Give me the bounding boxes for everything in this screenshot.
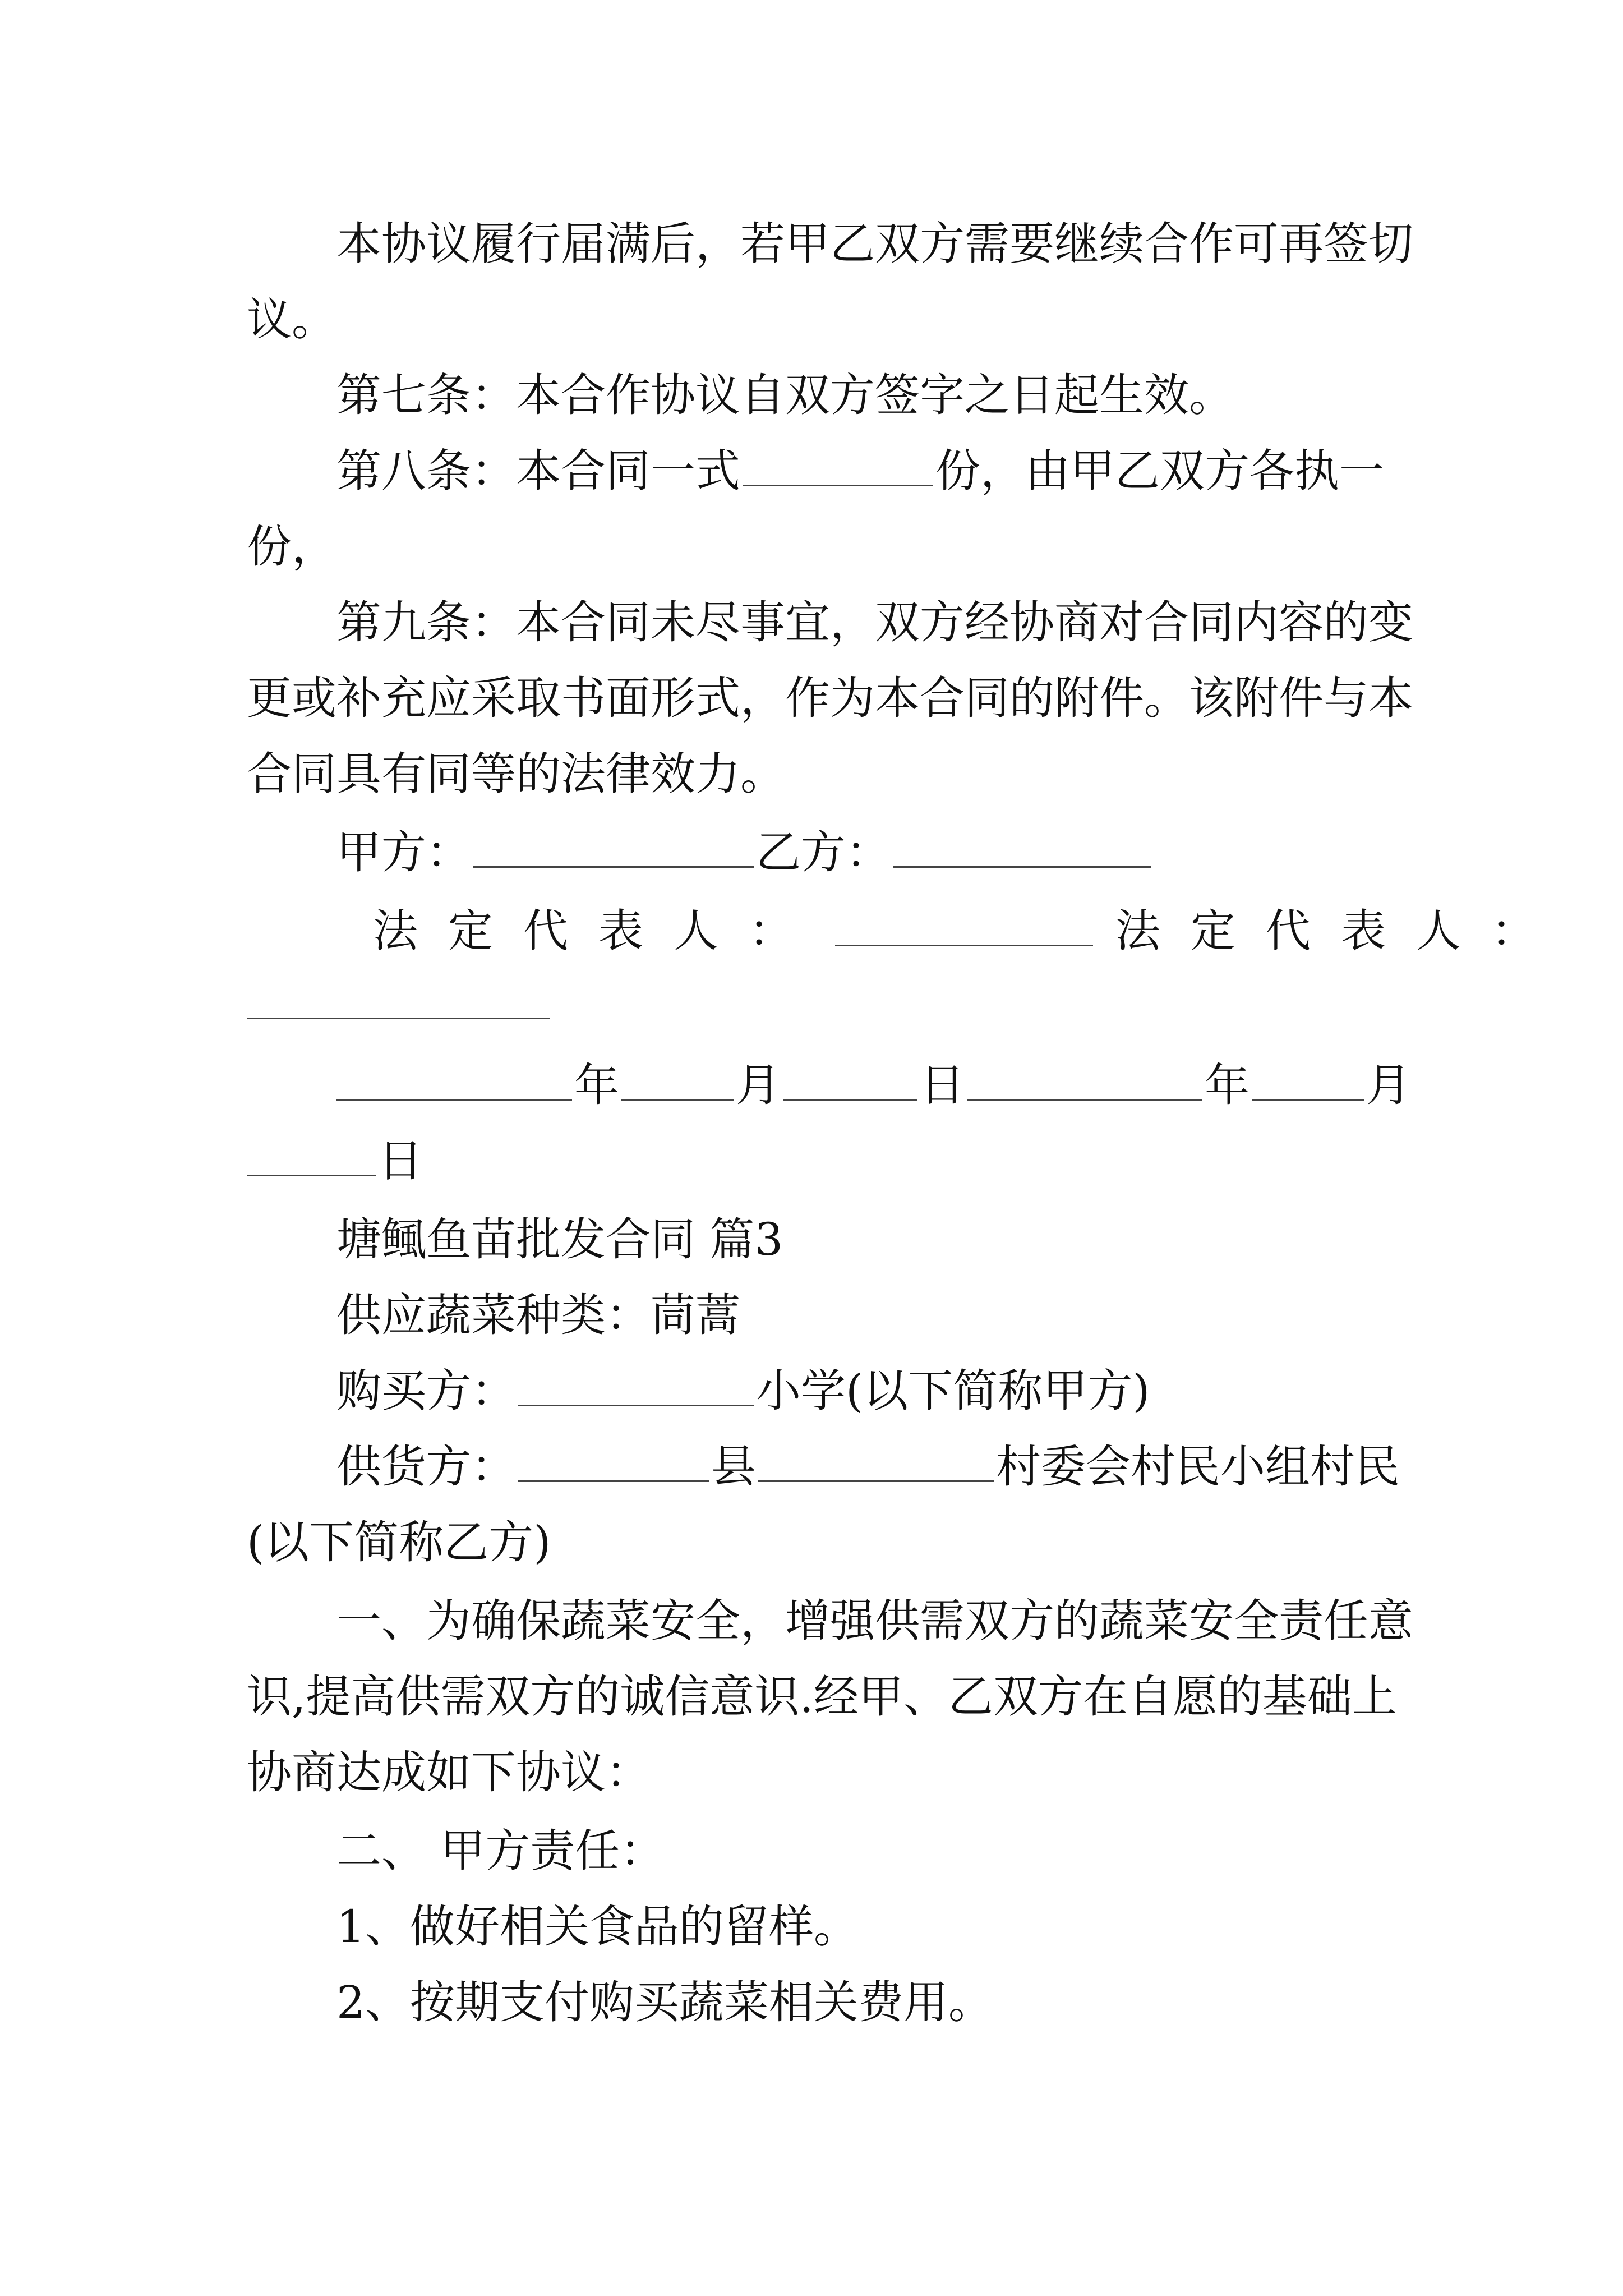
article-8: [336, 443, 1384, 499]
buyer-suffix: 小学(以下简称甲方): [756, 1365, 1150, 1417]
county-blank: [518, 1441, 709, 1482]
paragraph-line: 议。: [247, 293, 336, 346]
clause-2-title: 二、 甲方责任：: [336, 1825, 665, 1877]
year-label: 年: [574, 1059, 619, 1111]
year-label: 年: [1205, 1059, 1249, 1111]
clause-1: 一、为确保蔬菜安全，增强供需双方的蔬菜安全责任意: [336, 1595, 1413, 1647]
legal-rep-a-blank: [835, 905, 1093, 946]
county-label: 县: [711, 1441, 756, 1493]
legal-rep-b-blank: [247, 978, 550, 1019]
party-b-blank: [893, 827, 1151, 868]
paragraph-line: 更或补充应采取书面形式，作为本合同的附件。该附件与本: [247, 672, 1413, 724]
buyer-line: [336, 1363, 1150, 1419]
legal-rep-b-blank-line: [247, 976, 550, 1032]
section-title: 塘鲺鱼苗批发合同 篇3: [336, 1213, 783, 1266]
legal-rep-a-label: 法定代表人：: [373, 905, 824, 957]
day-blank: [247, 1135, 376, 1176]
day-label: 日: [378, 1135, 423, 1187]
buyer-label: 购买方：: [336, 1365, 516, 1417]
year-blank: [967, 1060, 1202, 1101]
month-blank: [621, 1060, 734, 1101]
article-9: 第九条：本合同未尽事宜，双方经协商对合同内容的变: [336, 596, 1413, 648]
date-line-2: [247, 1133, 423, 1189]
paragraph-line: 份，: [247, 521, 336, 573]
party-line: [336, 825, 1153, 881]
village-blank: [758, 1441, 994, 1482]
legal-rep-b-label: 法定代表人：: [1115, 905, 1566, 957]
legal-rep-line: [373, 903, 1566, 959]
day-blank: [783, 1060, 917, 1101]
year-blank: [336, 1060, 572, 1101]
village-label: 村委会村民小组村民: [996, 1441, 1400, 1493]
paragraph-line: 合同具有同等的法律效力。: [247, 748, 785, 800]
paragraph-line: 协商达成如下协议：: [247, 1746, 651, 1798]
supplier-label: 供货方：: [336, 1441, 516, 1493]
article-7: 第七条：本合作协议自双方签字之日起生效。: [336, 369, 1234, 421]
copies-blank: [743, 445, 933, 486]
party-a-blank: [473, 827, 754, 868]
list-item: 1、做好相关食品的留样。: [336, 1901, 859, 1953]
month-label: 月: [736, 1059, 781, 1111]
party-a-label: 甲方：: [336, 826, 471, 878]
supplier-line: [336, 1439, 1400, 1495]
article-8-text: 份，由甲乙双方各执一: [935, 445, 1384, 497]
day-label: 日: [920, 1059, 965, 1111]
date-line: [336, 1057, 1411, 1114]
paragraph-line: (以下简称乙方): [247, 1516, 551, 1568]
paragraph-line: 本协议履行届满后，若甲乙双方需要继续合作可再签切: [336, 218, 1413, 270]
month-label: 月: [1366, 1059, 1411, 1111]
veg-type: 供应蔬菜种类：茼蒿: [336, 1289, 740, 1341]
article-8-text: 第八条：本合同一式: [336, 445, 740, 497]
party-b-label: 乙方：: [756, 826, 891, 878]
paragraph-line: 识,提高供需双方的诚信意识.经甲、乙双方在自愿的基础上: [247, 1671, 1397, 1723]
buyer-blank: [518, 1365, 754, 1406]
list-item: 2、按期支付购买蔬菜相关费用。: [336, 1976, 993, 2028]
month-blank: [1252, 1060, 1364, 1101]
